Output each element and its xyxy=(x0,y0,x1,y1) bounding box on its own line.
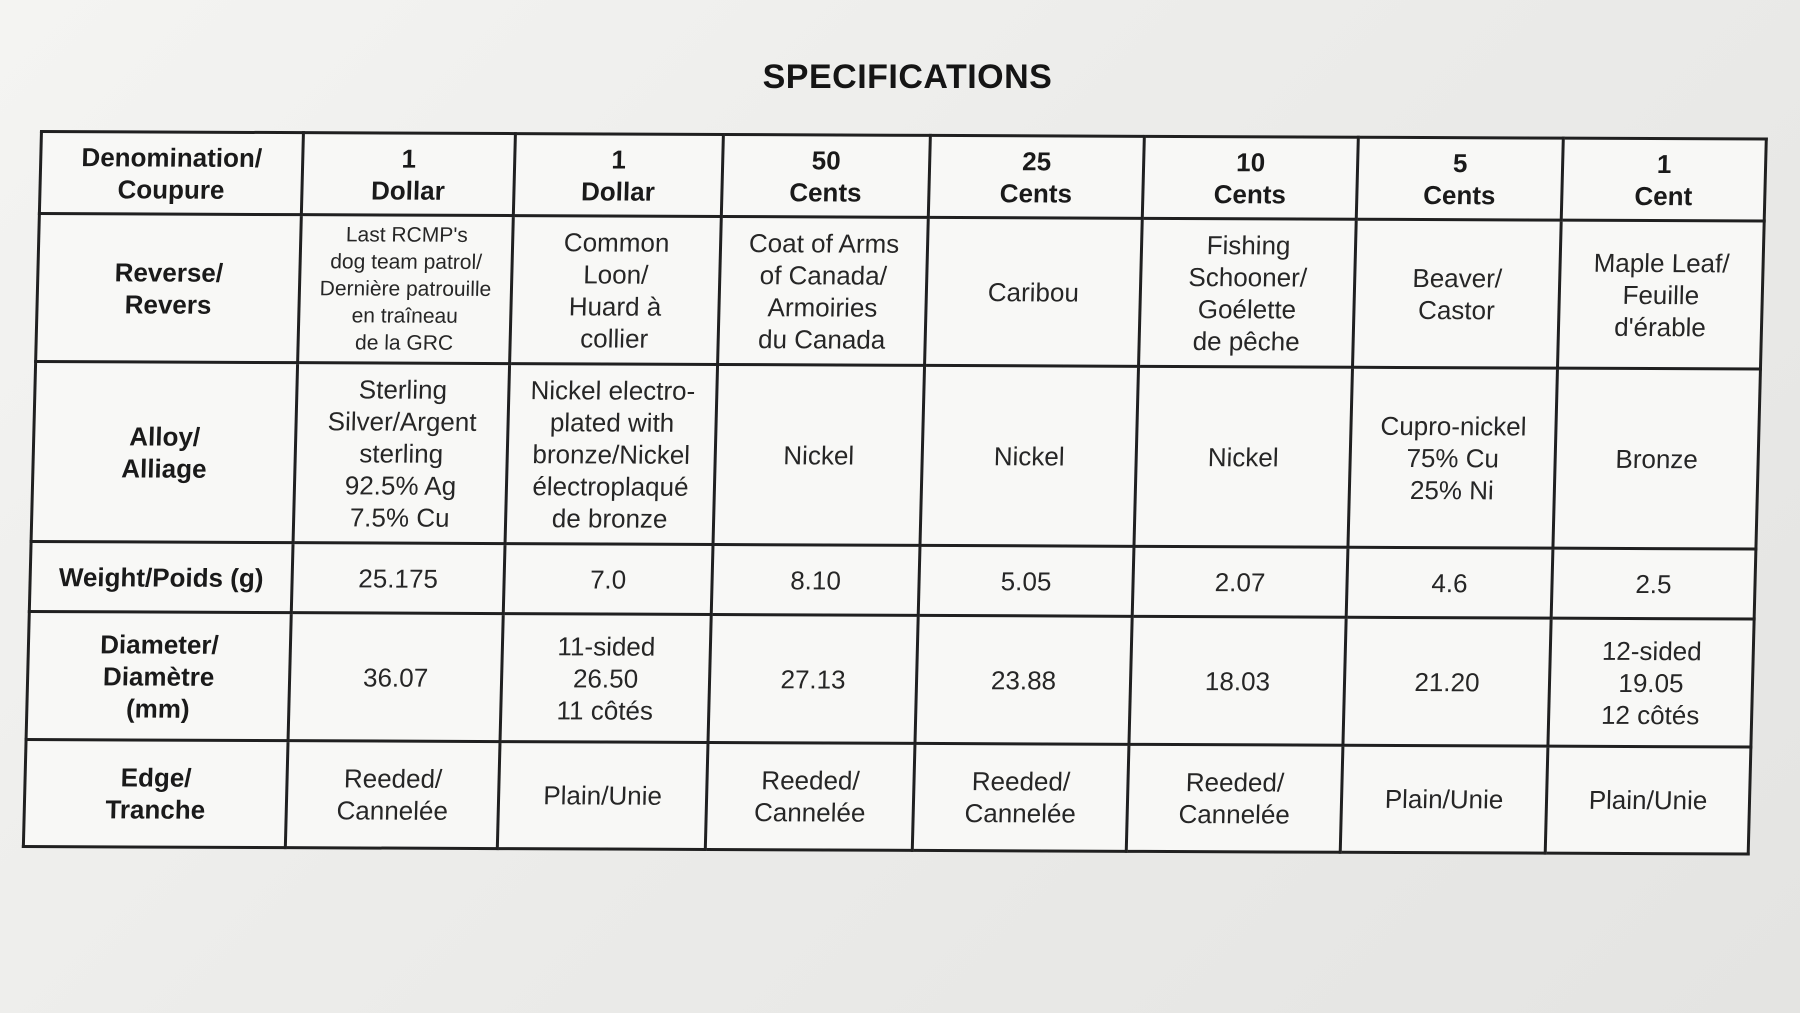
table-cell: Coat of Arms of Canada/ Armoiries du Canada xyxy=(718,216,929,365)
table-cell: Reeded/ Cannelée xyxy=(1126,744,1343,852)
row-header: Weight/Poids (g) xyxy=(29,542,293,613)
table-cell: 27.13 xyxy=(708,614,918,743)
table-cell: 2.07 xyxy=(1132,546,1348,617)
table-cell: Plain/Unie xyxy=(497,742,708,850)
table-row-diameter xyxy=(26,612,1754,748)
table-cell: Reeded/ Cannelée xyxy=(705,742,915,850)
column-header: 5 Cents xyxy=(1356,137,1563,220)
table-row-alloy xyxy=(31,362,1760,550)
column-header: 10 Cents xyxy=(1142,136,1358,219)
table-cell: Bronze xyxy=(1553,368,1761,549)
table-cell: 36.07 xyxy=(288,613,503,742)
table-cell: Plain/Unie xyxy=(1340,745,1548,853)
table-row-edge xyxy=(23,740,1751,855)
column-header: 1 Cent xyxy=(1561,138,1766,221)
row-header: Reverse/ Revers xyxy=(36,214,302,363)
table-row-weight xyxy=(29,542,1756,620)
table-cell: 25.175 xyxy=(291,543,505,614)
column-header: 25 Cents xyxy=(928,135,1144,218)
table-cell: Nickel electro- plated with bronze/Nickel électroplaqué de bronze xyxy=(505,364,718,545)
row-header: Alloy/ Alliage xyxy=(31,362,298,543)
table-row-reverse xyxy=(36,214,1765,370)
table-cell: Caribou xyxy=(925,217,1143,366)
specifications-table-wrapper xyxy=(22,130,1765,853)
table-cell: 7.0 xyxy=(503,544,713,615)
column-header: 1 Dollar xyxy=(513,134,723,217)
table-cell: Last RCMP's dog team patrol/ Dernière patrouille en traîneau de la GRC xyxy=(298,215,514,364)
table-cell: 23.88 xyxy=(915,615,1132,744)
row-header: Edge/ Tranche xyxy=(23,740,288,848)
table-cell: Cupro-nickel 75% Cu 25% Ni xyxy=(1348,367,1558,548)
table-cell: Plain/Unie xyxy=(1545,746,1751,854)
table-cell: Beaver/ Castor xyxy=(1353,219,1562,368)
table-cell: 21.20 xyxy=(1343,617,1551,746)
column-header: 1 Dollar xyxy=(301,133,515,216)
table-cell: 8.10 xyxy=(711,544,920,615)
table-cell: Nickel xyxy=(920,365,1139,546)
table-cell: Reeded/ Cannelée xyxy=(285,741,500,849)
row-header: Diameter/ Diamètre (mm) xyxy=(26,612,291,741)
table-cell: Nickel xyxy=(1134,366,1353,547)
table-cell: Reeded/ Cannelée xyxy=(912,743,1129,851)
header-row xyxy=(39,132,1766,222)
table-cell: 11-sided 26.50 11 côtés xyxy=(500,614,711,743)
table-cell: 5.05 xyxy=(918,545,1134,616)
denomination-header: Denomination/ Coupure xyxy=(39,132,303,215)
table-cell: Common Loon/ Huard à collier xyxy=(510,216,722,365)
table-cell: 4.6 xyxy=(1346,547,1553,618)
table-cell: Maple Leaf/ Feuille d'érable xyxy=(1557,220,1764,369)
page-title: SPECIFICATIONS xyxy=(762,58,1053,96)
table-cell: Nickel xyxy=(713,364,925,545)
specifications-table xyxy=(22,130,1768,856)
table-cell: Sterling Silver/Argent sterling 92.5% Ag 7.5% Cu xyxy=(293,363,510,544)
table-cell: Fishing Schooner/ Goélette de pêche xyxy=(1139,218,1357,367)
table-cell: 2.5 xyxy=(1551,548,1756,619)
table-cell: 12-sided 19.05 12 côtés xyxy=(1548,618,1754,747)
column-header: 50 Cents xyxy=(721,134,930,217)
table-cell: 18.03 xyxy=(1129,616,1346,745)
